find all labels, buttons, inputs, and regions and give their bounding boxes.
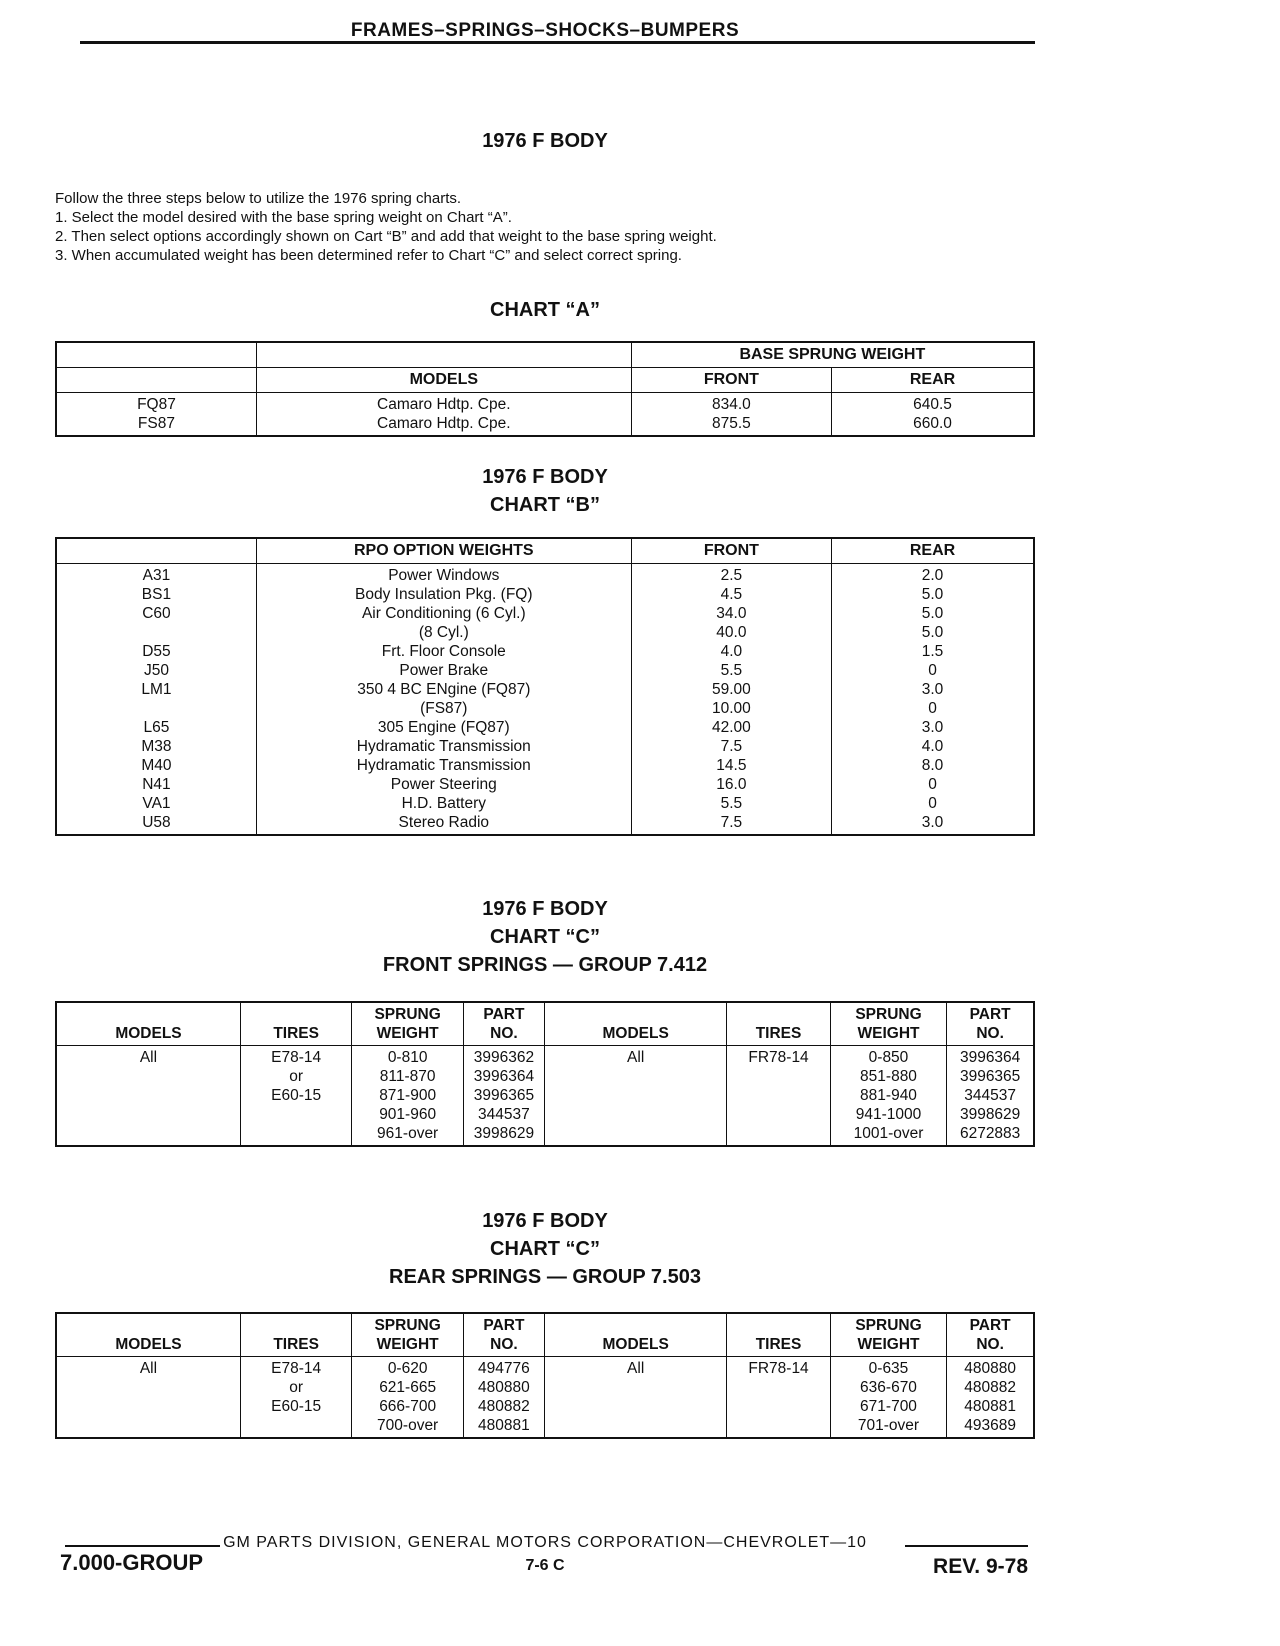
- rear-weight: 4.0: [832, 737, 1034, 756]
- part-number: 480880: [947, 1357, 1034, 1379]
- tire-size: or: [240, 1378, 351, 1397]
- col-label-line: WEIGHT: [376, 1025, 439, 1042]
- table-row: [56, 1397, 1034, 1416]
- section-c-rear-title: 1976 F BODY: [482, 1210, 608, 1232]
- part-number: 480880: [463, 1378, 544, 1397]
- model-name-empty: [56, 1105, 240, 1124]
- table-row: [56, 775, 1034, 794]
- sprung-weight-range: 0-810: [352, 1046, 463, 1068]
- rpo-code: VA1: [56, 794, 256, 813]
- instructions: [55, 189, 1015, 265]
- tire-size: E78-14: [240, 1357, 351, 1379]
- table-row: [56, 604, 1034, 623]
- part-number: 6272883: [947, 1124, 1034, 1146]
- model-name-empty: [544, 1124, 726, 1146]
- part-number: 3996362: [463, 1046, 544, 1068]
- col-models: MODELS: [544, 1002, 726, 1046]
- rear-weight: 5.0: [832, 585, 1034, 604]
- option-name: Power Windows: [256, 564, 631, 586]
- rear-weight: 660.0: [832, 414, 1034, 436]
- chart-c-front-title: CHART “C”: [490, 926, 600, 948]
- chart-c-rear-title: CHART “C”: [490, 1238, 600, 1260]
- instruction-line: Follow the three steps below to utilize the 1976 spring charts.: [55, 190, 462, 207]
- col-label-line: NO.: [976, 1025, 1004, 1042]
- chart-a-table: [55, 341, 1035, 437]
- part-number: 3998629: [463, 1124, 544, 1146]
- chart-b-table: [55, 537, 1035, 836]
- col-models: MODELS: [56, 1313, 240, 1357]
- table-row: [56, 1086, 1034, 1105]
- col-rear: REAR: [832, 368, 1034, 393]
- rear-weight: 8.0: [832, 756, 1034, 775]
- tire-size: E60-15: [240, 1397, 351, 1416]
- instruction-line: 3. When accumulated weight has been determined refer to Chart “C” and select correct spring.: [55, 247, 682, 264]
- sprung-weight-range: 901-960: [352, 1105, 463, 1124]
- col-tires: TIRES: [727, 1313, 830, 1357]
- rpo-code: D55: [56, 642, 256, 661]
- sprung-weight-range: 0-635: [830, 1357, 947, 1379]
- chart-c-front-table: [55, 1001, 1035, 1147]
- tire-size: [727, 1067, 830, 1086]
- col-part-no: [947, 1002, 1034, 1046]
- front-weight: 7.5: [631, 737, 831, 756]
- col-front: FRONT: [631, 368, 831, 393]
- col-models: MODELS: [544, 1313, 726, 1357]
- table-row: [56, 642, 1034, 661]
- chart-c-rear-rows: [56, 1357, 1034, 1439]
- col-label-line: WEIGHT: [857, 1336, 920, 1353]
- model-code: FS87: [56, 414, 256, 436]
- table-row: [56, 564, 1034, 586]
- sprung-weight-range: 881-940: [830, 1086, 947, 1105]
- front-weight: 59.00: [631, 680, 831, 699]
- model-name: Camaro Hdtp. Cpe.: [256, 393, 631, 415]
- model-name-empty: [56, 1378, 240, 1397]
- col-label-line: SPRUNG: [374, 1317, 441, 1334]
- rpo-code: U58: [56, 813, 256, 835]
- col-part-no: [463, 1002, 544, 1046]
- tire-size: [727, 1105, 830, 1124]
- model-name: All: [56, 1046, 240, 1068]
- footer-revision: REV. 9-78: [933, 1555, 1028, 1578]
- front-weight: 10.00: [631, 699, 831, 718]
- front-weight: 16.0: [631, 775, 831, 794]
- instruction-line: 2. Then select options accordingly shown on Cart “B” and add that weight to the base spring weight.: [55, 228, 717, 245]
- chart-b-rows: [56, 564, 1034, 836]
- tire-size: [727, 1397, 830, 1416]
- table-row: [56, 1357, 1034, 1379]
- table-row: [56, 1067, 1034, 1086]
- sprung-weight-range: 1001-over: [830, 1124, 947, 1146]
- table-row: [56, 1046, 1034, 1068]
- rear-weight: 0: [832, 775, 1034, 794]
- sprung-weight-range: 0-850: [830, 1046, 947, 1068]
- col-tires: TIRES: [240, 1313, 351, 1357]
- part-number: 344537: [463, 1105, 544, 1124]
- tire-size: [727, 1378, 830, 1397]
- model-name-empty: [544, 1397, 726, 1416]
- front-weight: 14.5: [631, 756, 831, 775]
- part-number: 480881: [947, 1397, 1034, 1416]
- tire-size: [727, 1086, 830, 1105]
- col-label-line: SPRUNG: [855, 1006, 922, 1023]
- col-label-line: NO.: [490, 1025, 518, 1042]
- model-name-empty: [544, 1378, 726, 1397]
- table-row: [56, 393, 1034, 415]
- table-row: [56, 718, 1034, 737]
- col-label-line: PART: [969, 1317, 1011, 1334]
- col-models: MODELS: [56, 1002, 240, 1046]
- table-row: [56, 699, 1034, 718]
- tire-size: [727, 1124, 830, 1146]
- model-name-empty: [56, 1067, 240, 1086]
- tire-size: [727, 1416, 830, 1438]
- rear-weight: 0: [832, 699, 1034, 718]
- front-weight: 40.0: [631, 623, 831, 642]
- sprung-weight-range: 871-900: [352, 1086, 463, 1105]
- front-weight: 875.5: [631, 414, 831, 436]
- model-name: All: [56, 1357, 240, 1379]
- option-name: Air Conditioning (6 Cyl.): [256, 604, 631, 623]
- front-weight: 5.5: [631, 661, 831, 680]
- table-row: [56, 1124, 1034, 1146]
- front-weight: 2.5: [631, 564, 831, 586]
- rpo-code: L65: [56, 718, 256, 737]
- col-label-line: WEIGHT: [857, 1025, 920, 1042]
- rpo-code: [56, 699, 256, 718]
- footer-page-number: 7-6 C: [525, 1557, 565, 1574]
- base-sprung-weight-header: BASE SPRUNG WEIGHT: [631, 342, 1034, 368]
- rpo-code: M40: [56, 756, 256, 775]
- sprung-weight-range: 0-620: [352, 1357, 463, 1379]
- option-name: Power Steering: [256, 775, 631, 794]
- table-row: [56, 813, 1034, 835]
- col-part-no: [463, 1313, 544, 1357]
- footer-publisher: GM PARTS DIVISION, GENERAL MOTORS CORPORATION—CHEVROLET—10: [223, 1534, 867, 1551]
- rear-weight: 3.0: [832, 718, 1034, 737]
- part-number: 493689: [947, 1416, 1034, 1438]
- table-row: [56, 1378, 1034, 1397]
- rear-weight: 3.0: [832, 813, 1034, 835]
- table-row: [56, 623, 1034, 642]
- col-rpo-option-weights: RPO OPTION WEIGHTS: [256, 538, 631, 564]
- rear-springs-subtitle: REAR SPRINGS — GROUP 7.503: [389, 1266, 701, 1288]
- col-label-line: NO.: [490, 1336, 518, 1353]
- col-label-line: SPRUNG: [374, 1006, 441, 1023]
- rpo-code: A31: [56, 564, 256, 586]
- table-row: [56, 737, 1034, 756]
- front-weight: 4.5: [631, 585, 831, 604]
- option-name: Stereo Radio: [256, 813, 631, 835]
- front-weight: 4.0: [631, 642, 831, 661]
- tire-size: FR78-14: [727, 1357, 830, 1379]
- model-name-empty: [544, 1105, 726, 1124]
- tire-size: or: [240, 1067, 351, 1086]
- table-row: [56, 414, 1034, 436]
- model-name: All: [544, 1357, 726, 1379]
- tire-size: [240, 1416, 351, 1438]
- model-name: All: [544, 1046, 726, 1068]
- option-name: Hydramatic Transmission: [256, 756, 631, 775]
- rear-weight: 0: [832, 661, 1034, 680]
- part-number: 494776: [463, 1357, 544, 1379]
- sprung-weight-range: 701-over: [830, 1416, 947, 1438]
- sprung-weight-range: 700-over: [352, 1416, 463, 1438]
- page-header-title: FRAMES–SPRINGS–SHOCKS–BUMPERS: [350, 20, 740, 41]
- rear-weight: 0: [832, 794, 1034, 813]
- option-name: (FS87): [256, 699, 631, 718]
- col-part-no: [947, 1313, 1034, 1357]
- part-number: 3996364: [463, 1067, 544, 1086]
- sprung-weight-range: 851-880: [830, 1067, 947, 1086]
- front-weight: 834.0: [631, 393, 831, 415]
- model-name: Camaro Hdtp. Cpe.: [256, 414, 631, 436]
- rpo-code: LM1: [56, 680, 256, 699]
- section-b-title: 1976 F BODY: [482, 466, 608, 488]
- tire-size: [240, 1124, 351, 1146]
- tire-size: FR78-14: [727, 1046, 830, 1068]
- part-number: 344537: [947, 1086, 1034, 1105]
- section-a-title: 1976 F BODY: [482, 130, 608, 152]
- col-label-line: SPRUNG: [855, 1317, 922, 1334]
- front-weight: 7.5: [631, 813, 831, 835]
- model-name-empty: [56, 1124, 240, 1146]
- rpo-code: M38: [56, 737, 256, 756]
- tire-size: E78-14: [240, 1046, 351, 1068]
- option-name: Body Insulation Pkg. (FQ): [256, 585, 631, 604]
- col-label-line: NO.: [976, 1336, 1004, 1353]
- table-row: [56, 1105, 1034, 1124]
- option-name: (8 Cyl.): [256, 623, 631, 642]
- model-name-empty: [544, 1067, 726, 1086]
- sprung-weight-range: 811-870: [352, 1067, 463, 1086]
- sprung-weight-range: 671-700: [830, 1397, 947, 1416]
- chart-a-title: CHART “A”: [490, 299, 600, 321]
- part-number: 3996365: [947, 1067, 1034, 1086]
- option-name: 350 4 BC ENgine (FQ87): [256, 680, 631, 699]
- rpo-code: [56, 623, 256, 642]
- col-front: FRONT: [631, 538, 831, 564]
- sprung-weight-range: 961-over: [352, 1124, 463, 1146]
- chart-b-title: CHART “B”: [490, 494, 600, 516]
- chart-c-rear-table: [55, 1312, 1035, 1439]
- part-number: 3998629: [947, 1105, 1034, 1124]
- model-name-empty: [544, 1086, 726, 1105]
- tire-size: [240, 1105, 351, 1124]
- front-springs-subtitle: FRONT SPRINGS — GROUP 7.412: [382, 954, 708, 976]
- rear-weight: 5.0: [832, 623, 1034, 642]
- col-tires: TIRES: [727, 1002, 830, 1046]
- rear-weight: 1.5: [832, 642, 1034, 661]
- header-rule: [80, 41, 1035, 44]
- table-row: [56, 794, 1034, 813]
- option-name: Frt. Floor Console: [256, 642, 631, 661]
- col-label-line: PART: [483, 1317, 525, 1334]
- sprung-weight-range: 636-670: [830, 1378, 947, 1397]
- table-row: [56, 680, 1034, 699]
- rpo-code: J50: [56, 661, 256, 680]
- rear-weight: 3.0: [832, 680, 1034, 699]
- table-row: [56, 661, 1034, 680]
- col-sprung-weight: [830, 1002, 947, 1046]
- col-models: MODELS: [256, 368, 631, 393]
- chart-c-front-rows: [56, 1046, 1034, 1147]
- part-number: 3996365: [463, 1086, 544, 1105]
- tire-size: E60-15: [240, 1086, 351, 1105]
- col-sprung-weight: [352, 1002, 463, 1046]
- option-name: Power Brake: [256, 661, 631, 680]
- front-weight: 34.0: [631, 604, 831, 623]
- part-number: 480881: [463, 1416, 544, 1438]
- model-name-empty: [56, 1397, 240, 1416]
- part-number: 3996364: [947, 1046, 1034, 1068]
- col-tires: TIRES: [240, 1002, 351, 1046]
- part-number: 480882: [463, 1397, 544, 1416]
- instruction-line: 1. Select the model desired with the base spring weight on Chart “A”.: [55, 209, 512, 226]
- table-row: [56, 585, 1034, 604]
- rpo-code: N41: [56, 775, 256, 794]
- col-sprung-weight: [352, 1313, 463, 1357]
- col-label-line: WEIGHT: [376, 1336, 439, 1353]
- model-name-empty: [56, 1416, 240, 1438]
- sprung-weight-range: 621-665: [352, 1378, 463, 1397]
- rear-weight: 640.5: [832, 393, 1034, 415]
- col-label-line: PART: [483, 1006, 525, 1023]
- col-sprung-weight: [830, 1313, 947, 1357]
- part-number: 480882: [947, 1378, 1034, 1397]
- model-code: FQ87: [56, 393, 256, 415]
- table-row: [56, 1416, 1034, 1438]
- model-name-empty: [544, 1416, 726, 1438]
- footer-group: 7.000-GROUP: [60, 1550, 204, 1575]
- option-name: H.D. Battery: [256, 794, 631, 813]
- col-rear: REAR: [832, 538, 1034, 564]
- rear-weight: 5.0: [832, 604, 1034, 623]
- rpo-code: BS1: [56, 585, 256, 604]
- option-name: 305 Engine (FQ87): [256, 718, 631, 737]
- rear-weight: 2.0: [832, 564, 1034, 586]
- chart-a-rows: [56, 393, 1034, 437]
- front-weight: 5.5: [631, 794, 831, 813]
- col-label-line: PART: [969, 1006, 1011, 1023]
- option-name: Hydramatic Transmission: [256, 737, 631, 756]
- sprung-weight-range: 666-700: [352, 1397, 463, 1416]
- front-weight: 42.00: [631, 718, 831, 737]
- section-c-front-title: 1976 F BODY: [482, 898, 608, 920]
- model-name-empty: [56, 1086, 240, 1105]
- sprung-weight-range: 941-1000: [830, 1105, 947, 1124]
- rpo-code: C60: [56, 604, 256, 623]
- table-row: [56, 756, 1034, 775]
